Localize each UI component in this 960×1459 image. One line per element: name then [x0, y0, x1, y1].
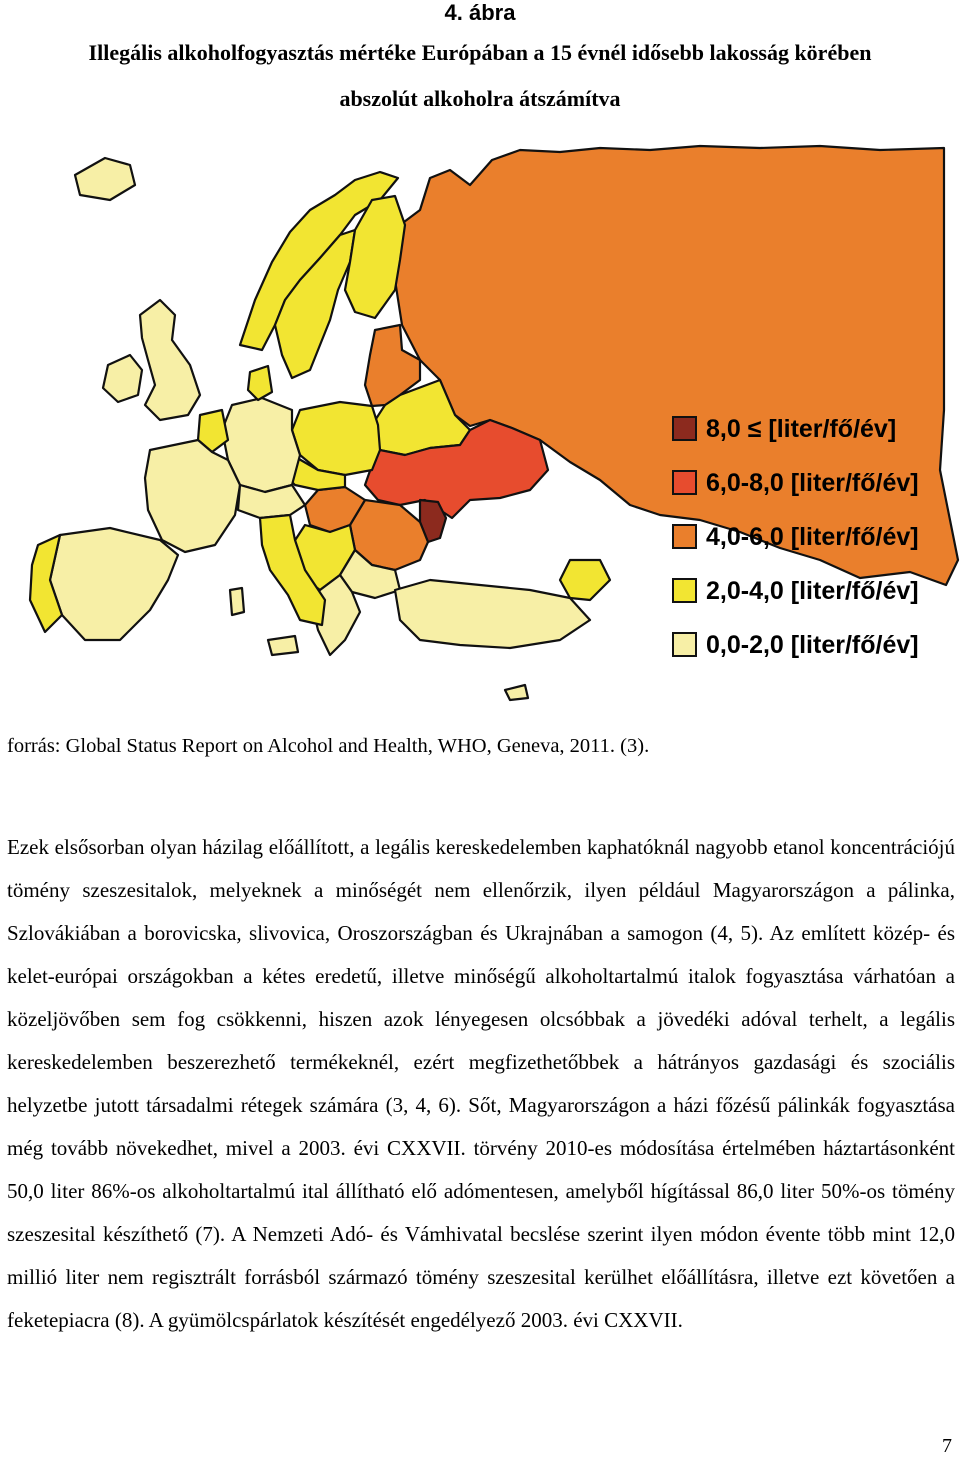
- figure-label: 4. ábra: [444, 0, 516, 25]
- legend-label: 4,0-6,0 [liter/fő/év]: [706, 523, 919, 551]
- region-iceland: [75, 158, 135, 200]
- legend-label: 0,0-2,0 [liter/fő/év]: [706, 631, 919, 659]
- figure-source: forrás: Global Status Report on Alcohol and Health, WHO, Geneva, 2011. (3).: [7, 735, 650, 757]
- body-paragraph: Ezek elsősorban olyan házilag előállított, a legális kereskedelemben kaphatóknál nagyobb etanol koncentrációjú tömény szeszesitalok, melyeknek a minőségét nem ellenőrzik, ilyen például Magyarországon a pálinka, Szlovákiában a borovicska, slivovica, Oroszországban és Ukrajnában a samogon (4, 5). Az említett közép- és kelet-európai országokban a kétes eredetű, illetve minőségű alkoholtartalmú italok fogyasztása várhatóan a közeljövőben sem fog csökkenni, hiszen azok lényegesen olcsóbbak a jövedéki adóval terhelt, a legális kereskedelemben beszerezhető termékeknél, ezért megfizethetőbbek a hátrányos gazdasági és szociális helyzetbe jutott társadalmi rétegek számára (3, 4, 6). Sőt, Magyarországon a házi főzésű pálinkák fogyasztása még tovább növekedhet, mivel a 2003. évi CXXVII. törvény 2010-es módosítása értelmében háztartásonként 50,0 liter 86%-os alkoholtartalmú ital állítható elő adómentesen, amelyből hígítással 86,0 liter 50%-os tömény szeszesital készíthető (7). A Nemzeti Adó- és Vámhivatal becslése szerint ilyen módon évente több mint 12,0 millió liter nem regisztrált forrásból származó tömény szeszesital kerülhet előállításra, illetve ezt követően a feketepiacra (8). A gyümölcspárlatok készítését engedélyező 2003. évi CXXVII.: [7, 835, 955, 1332]
- region-sicily: [268, 636, 298, 655]
- figure-title-line1: Illegális alkoholfogyasztás mértéke Európában a 15 évnél idősebb lakosság körében: [88, 40, 872, 65]
- legend-swatch: [672, 416, 697, 441]
- region-ireland: [103, 355, 142, 402]
- legend-swatch: [672, 524, 697, 549]
- region-turkey: [395, 580, 590, 648]
- region-alps: [238, 485, 305, 518]
- legend-label: 8,0 ≤ [liter/fő/év]: [706, 415, 897, 443]
- figure-title-line2: abszolút alkoholra átszámítva: [339, 86, 621, 111]
- legend-swatch: [672, 470, 697, 495]
- legend-swatch: [672, 578, 697, 603]
- legend-swatch: [672, 632, 697, 657]
- legend-label: 2,0-4,0 [liter/fő/év]: [706, 577, 919, 605]
- page-number: 7: [942, 1435, 952, 1457]
- legend-label: 6,0-8,0 [liter/fő/év]: [706, 469, 919, 497]
- region-spain: [50, 528, 178, 640]
- region-denmark: [248, 366, 272, 400]
- region-caucasus: [560, 560, 610, 600]
- region-uk: [140, 300, 200, 420]
- region-sardinia: [230, 588, 244, 615]
- region-france: [145, 440, 240, 552]
- region-cyprus: [505, 685, 528, 700]
